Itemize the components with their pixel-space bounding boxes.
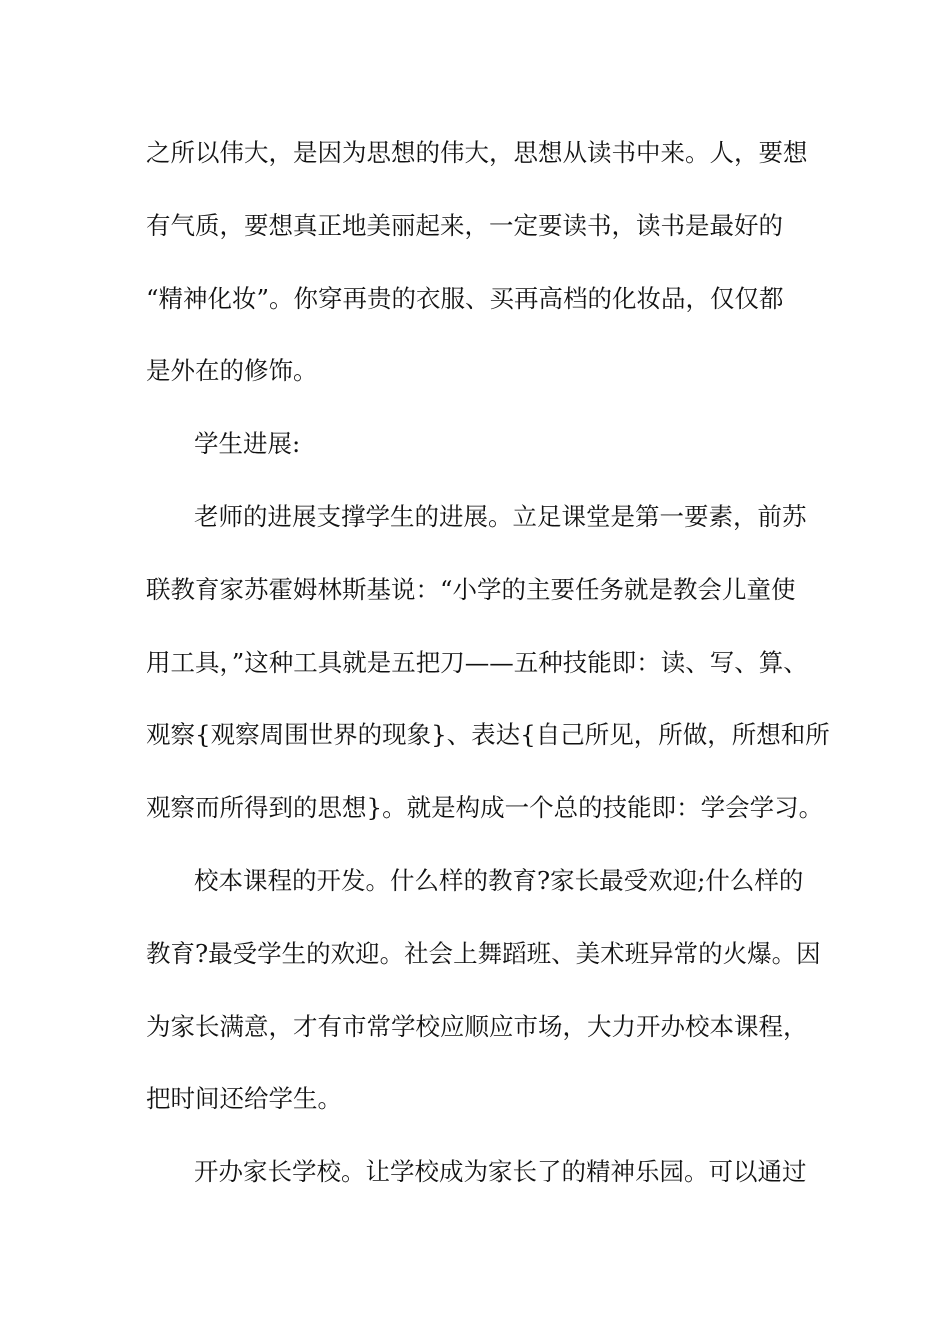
text-line: 是外在的修饰。 <box>146 356 318 386</box>
text-line: 开办家长学校。让学校成为家长了的精神乐园。可以通过 <box>194 1157 807 1187</box>
text-line: 老师的进展支撑学生的进展。立足课堂是第一要素，前苏 <box>194 501 807 531</box>
document-body <box>146 133 830 1225</box>
text-line: 校本课程的开发。什么样的教育?家长最受欢迎;什么样的 <box>194 865 804 895</box>
text-line: “精神化妆”。你穿再贵的衣服、买再高档的化妆品，仅仅都 <box>146 283 784 313</box>
text-line: 为家长满意，才有市常学校应顺应市场，大力开办校本课程， <box>146 1011 808 1041</box>
text-line: 观察而所得到的思想}。就是构成一个总的技能即：学会学习。 <box>146 793 824 823</box>
text-line: 有气质，要想真正地美丽起来，一定要读书，读书是最好的 <box>146 210 783 240</box>
section-heading-student-progress: 学生进展: <box>194 429 301 459</box>
text-line: 之所以伟大，是因为思想的伟大，思想从读书中来。人，要想 <box>146 138 808 167</box>
text-line: 教育?最受学生的欢迎。社会上舞蹈班、美术班异常的火爆。因 <box>146 938 821 968</box>
text-line: 用工具，”这种工具就是五把刀——五种技能即：读、写、算、 <box>146 647 808 677</box>
text-line: 把时间还给学生。 <box>146 1084 342 1114</box>
text-line: 观察{观察周围世界的现象}、表达{自己所见，所做，所想和所 <box>146 720 830 750</box>
text-line: 联教育家苏霍姆林斯基说：“小学的主要任务就是教会儿童使 <box>146 574 796 604</box>
